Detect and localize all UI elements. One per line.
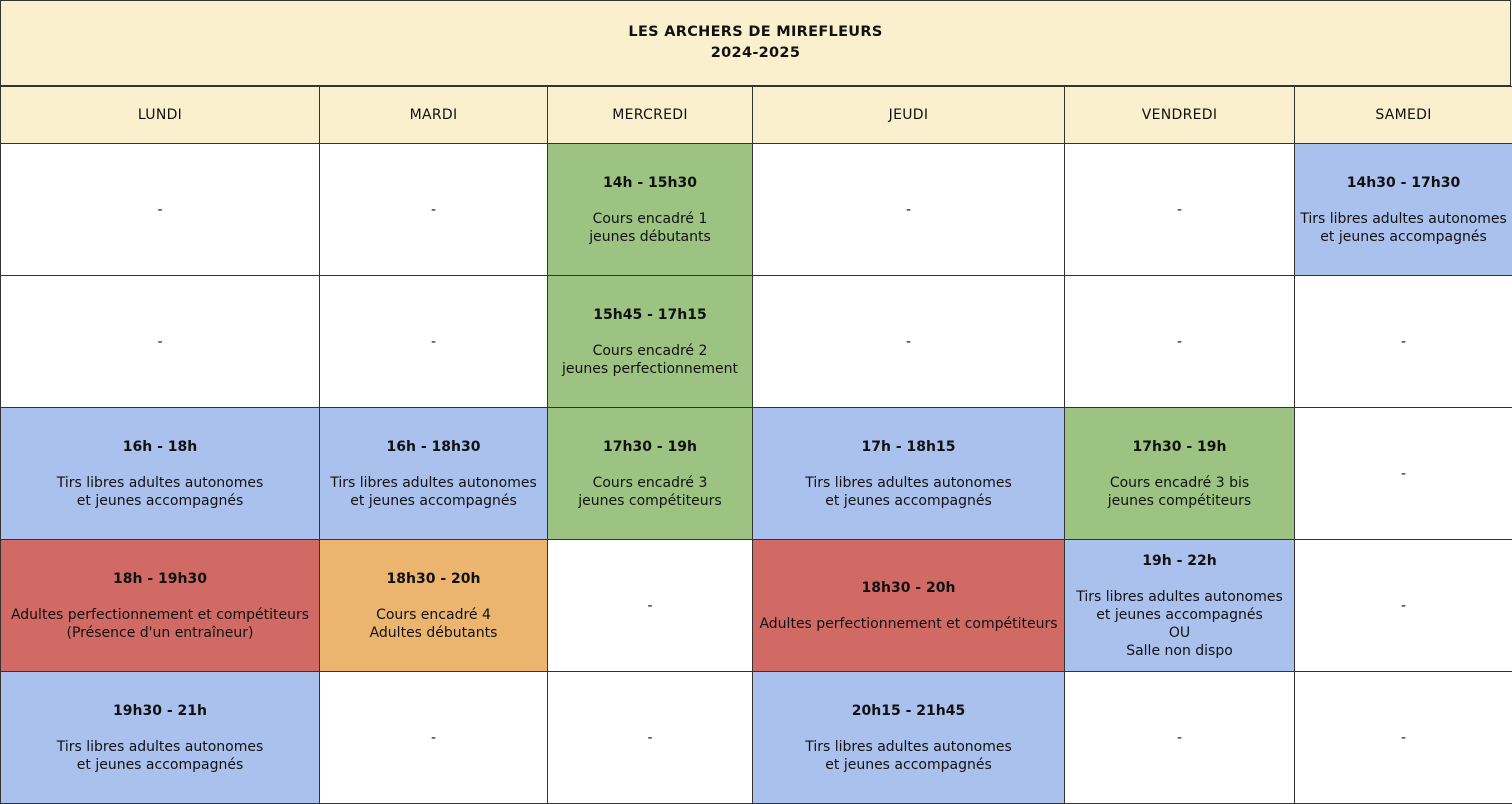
slot-samedi-2 [1295, 276, 1512, 408]
slot-jeudi-3 [753, 408, 1065, 540]
slot-time: 18h - 19h30 [3, 570, 317, 588]
slot-samedi-4 [1295, 540, 1512, 672]
slot-description-line: jeunes compétiteurs [550, 492, 750, 510]
slot-time: 19h - 22h [1067, 552, 1292, 570]
slot-mercredi-3 [548, 408, 753, 540]
slot-time: 19h30 - 21h [3, 702, 317, 720]
empty-slot-dash: - [755, 201, 1062, 219]
slot-description-line: et jeunes accompagnés [322, 492, 545, 510]
slot-jeudi-4 [753, 540, 1065, 672]
slot-vendredi-3 [1065, 408, 1295, 540]
empty-slot-dash: - [3, 201, 317, 219]
day-header-mardi: MARDI [320, 87, 548, 144]
slot-mardi-4 [320, 540, 548, 672]
slot-description-line: et jeunes accompagnés [755, 756, 1062, 774]
slot-description-line: jeunes compétiteurs [1067, 492, 1292, 510]
empty-slot-dash: - [322, 729, 545, 747]
slot-spacer [322, 456, 545, 474]
slot-time: 18h30 - 20h [322, 570, 545, 588]
empty-slot-dash: - [1067, 729, 1292, 747]
slot-description-line: Tirs libres adultes autonomes [1297, 210, 1510, 228]
schedule-row [1, 540, 1512, 672]
schedule-row [1, 672, 1512, 804]
slot-description-line: Tirs libres adultes autonomes [1067, 588, 1292, 606]
day-header-mercredi: MERCREDI [548, 87, 753, 144]
day-header-lundi: LUNDI [1, 87, 320, 144]
club-name: LES ARCHERS DE MIREFLEURS [628, 22, 882, 43]
slot-description-line: et jeunes accompagnés [1067, 606, 1292, 624]
empty-slot-dash: - [3, 333, 317, 351]
slot-lundi-2 [1, 276, 320, 408]
slot-time: 16h - 18h [3, 438, 317, 456]
slot-mardi-2 [320, 276, 548, 408]
slot-description-line: (Présence d'un entraîneur) [3, 624, 317, 642]
schedule-title-banner [0, 0, 1511, 86]
slot-jeudi-1 [753, 144, 1065, 276]
slot-spacer [1297, 192, 1510, 210]
slot-time: 18h30 - 20h [755, 579, 1062, 597]
empty-slot-dash: - [322, 333, 545, 351]
slot-description-line: Adultes perfectionnement et compétiteurs [755, 615, 1062, 633]
slot-lundi-4 [1, 540, 320, 672]
slot-time: 16h - 18h30 [322, 438, 545, 456]
slot-spacer [3, 588, 317, 606]
slot-spacer [322, 588, 545, 606]
slot-description-line: Cours encadré 2 [550, 342, 750, 360]
slot-jeudi-2 [753, 276, 1065, 408]
slot-samedi-5 [1295, 672, 1512, 804]
slot-description-line: Cours encadré 4 [322, 606, 545, 624]
slot-lundi-5 [1, 672, 320, 804]
schedule-row [1, 144, 1512, 276]
slot-description-line: Adultes débutants [322, 624, 545, 642]
slot-spacer [550, 192, 750, 210]
empty-slot-dash: - [550, 597, 750, 615]
slot-description-line: Cours encadré 1 [550, 210, 750, 228]
slot-description-line: Tirs libres adultes autonomes [322, 474, 545, 492]
empty-slot-dash: - [1297, 333, 1510, 351]
slot-jeudi-5 [753, 672, 1065, 804]
slot-samedi-3 [1295, 408, 1512, 540]
slot-time: 15h45 - 17h15 [550, 306, 750, 324]
slot-spacer [755, 456, 1062, 474]
slot-description-line: et jeunes accompagnés [3, 492, 317, 510]
empty-slot-dash: - [1067, 333, 1292, 351]
slot-description-line: Salle non dispo [1067, 642, 1292, 660]
slot-description-line: jeunes perfectionnement [550, 360, 750, 378]
slot-time: 17h30 - 19h [550, 438, 750, 456]
slot-mardi-3 [320, 408, 548, 540]
schedule-body [1, 144, 1512, 804]
empty-slot-dash: - [755, 333, 1062, 351]
slot-description-line: Tirs libres adultes autonomes [3, 738, 317, 756]
slot-spacer [1067, 570, 1292, 588]
slot-description-line: Cours encadré 3 [550, 474, 750, 492]
slot-mercredi-4 [548, 540, 753, 672]
slot-vendredi-4 [1065, 540, 1295, 672]
slot-spacer [755, 597, 1062, 615]
slot-vendredi-1 [1065, 144, 1295, 276]
slot-description-line: Cours encadré 3 bis [1067, 474, 1292, 492]
slot-description-line: et jeunes accompagnés [1297, 228, 1510, 246]
day-header-vendredi: VENDREDI [1065, 87, 1295, 144]
empty-slot-dash: - [1297, 597, 1510, 615]
slot-description-line: Tirs libres adultes autonomes [755, 474, 1062, 492]
slot-time: 17h30 - 19h [1067, 438, 1292, 456]
slot-time: 20h15 - 21h45 [755, 702, 1062, 720]
slot-description-line: Adultes perfectionnement et compétiteurs [3, 606, 317, 624]
day-header-row [1, 87, 1512, 144]
slot-mardi-1 [320, 144, 548, 276]
slot-description-line: et jeunes accompagnés [3, 756, 317, 774]
slot-mercredi-1 [548, 144, 753, 276]
slot-spacer [550, 324, 750, 342]
slot-vendredi-5 [1065, 672, 1295, 804]
schedule-row [1, 408, 1512, 540]
slot-description-line: Tirs libres adultes autonomes [755, 738, 1062, 756]
slot-time: 14h30 - 17h30 [1297, 174, 1510, 192]
schedule-row [1, 276, 1512, 408]
slot-spacer [550, 456, 750, 474]
day-header-jeudi: JEUDI [753, 87, 1065, 144]
empty-slot-dash: - [550, 729, 750, 747]
season-label: 2024-2025 [711, 43, 800, 64]
slot-description-line: jeunes débutants [550, 228, 750, 246]
slot-mercredi-2 [548, 276, 753, 408]
empty-slot-dash: - [1297, 465, 1510, 483]
slot-samedi-1 [1295, 144, 1512, 276]
slot-time: 14h - 15h30 [550, 174, 750, 192]
empty-slot-dash: - [322, 201, 545, 219]
weekly-schedule-table [0, 86, 1512, 804]
empty-slot-dash: - [1297, 729, 1510, 747]
slot-description-line: Tirs libres adultes autonomes [3, 474, 317, 492]
slot-lundi-1 [1, 144, 320, 276]
slot-spacer [755, 720, 1062, 738]
empty-slot-dash: - [1067, 201, 1292, 219]
slot-spacer [3, 456, 317, 474]
slot-vendredi-2 [1065, 276, 1295, 408]
slot-time: 17h - 18h15 [755, 438, 1062, 456]
slot-spacer [3, 720, 317, 738]
slot-spacer [1067, 456, 1292, 474]
slot-mercredi-5 [548, 672, 753, 804]
slot-lundi-3 [1, 408, 320, 540]
slot-description-line: OU [1067, 624, 1292, 642]
slot-description-line: et jeunes accompagnés [755, 492, 1062, 510]
day-header-samedi: SAMEDI [1295, 87, 1512, 144]
slot-mardi-5 [320, 672, 548, 804]
